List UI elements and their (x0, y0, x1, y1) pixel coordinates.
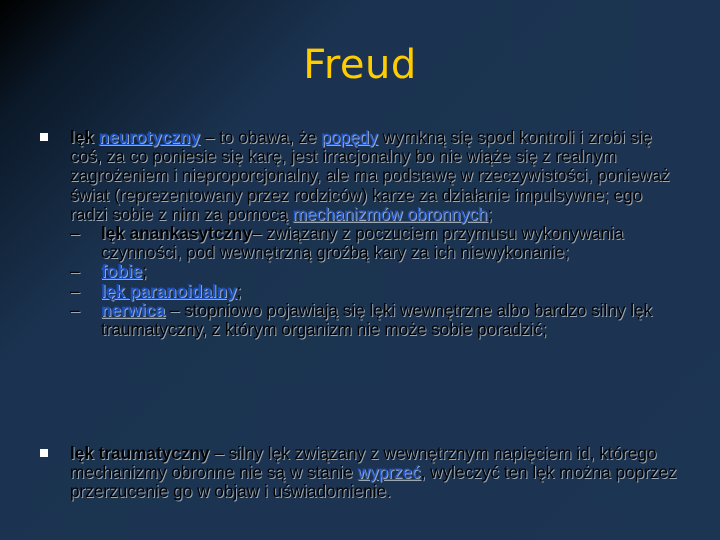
square-bullet-icon (40, 133, 48, 141)
bullet-text (70, 128, 680, 224)
dash-marker: – (70, 280, 80, 301)
sub-text: – związany z poczuciem przymusu wykonywania czynności, pod wewnętrzną groźbą kary za ich niewykonanie; (101, 223, 624, 263)
sub-item-anankastic (70, 224, 680, 262)
term-label: lęk (70, 127, 99, 147)
sub-list (70, 224, 680, 339)
sub-text: ; (236, 280, 242, 301)
sub-text: – stopniowo pojawiają się lęki wewnętrzne albo bardzo silny lęk traumatyczny, z którym organizm nie może sobie poradzić; (101, 299, 653, 340)
term-label: lęk traumatyczny (70, 443, 210, 463)
text-fragment: – to obawa, że (199, 127, 322, 147)
link-nerwica[interactable]: nerwica (101, 299, 166, 320)
link-fobie[interactable]: fobie (101, 261, 143, 282)
link-lek-paranoidalny[interactable]: lęk paranoidalny (101, 280, 237, 301)
sub-term: lęk anankasytczny (101, 223, 252, 244)
link-neurotyczny[interactable]: neurotyczny (98, 127, 200, 147)
bullet-traumatic-anxiety (40, 444, 690, 502)
sub-item-fobie (70, 262, 680, 281)
text-fragment: wymkną się spod kontroli i zrobi się coś, za co poniesie się karę, jest irracjonalny bo nie wiąże się z realnym zagrożeniem i nieproporcjonalny, ale ma podstawę w rzeczywistości, ponieważ świat (reprezentowany przez rodziców) karze za działanie impulsywne; ego radzi sobie z nim za pomocą (70, 127, 670, 224)
text-fragment: ; (487, 203, 493, 224)
dash-marker: – (70, 299, 80, 320)
text-fragment: – silny lęk związany z wewnętrznym napięciem id, którego mechanizmy obronne nie są w stanie (70, 443, 657, 483)
square-bullet-icon (40, 449, 48, 457)
text-fragment: , wyleczyć ten lęk można poprzez przerzucenie go w objaw i uświadomienie. (70, 462, 677, 502)
dash-marker: – (70, 223, 80, 244)
sub-item-nerwica (70, 301, 680, 339)
bullet-text (70, 444, 680, 502)
sub-text: ; (142, 261, 147, 282)
link-popedy[interactable]: popędy (321, 127, 378, 147)
slide-title: Freud (303, 42, 417, 88)
bullet-neurotic-anxiety (40, 128, 690, 339)
sub-item-paranoid (70, 282, 680, 301)
link-mechanizmy-obronne[interactable]: mechanizmów obronnych (292, 203, 488, 224)
dash-marker: – (70, 261, 80, 282)
link-wyprzec[interactable]: wyprzeć (357, 462, 421, 483)
